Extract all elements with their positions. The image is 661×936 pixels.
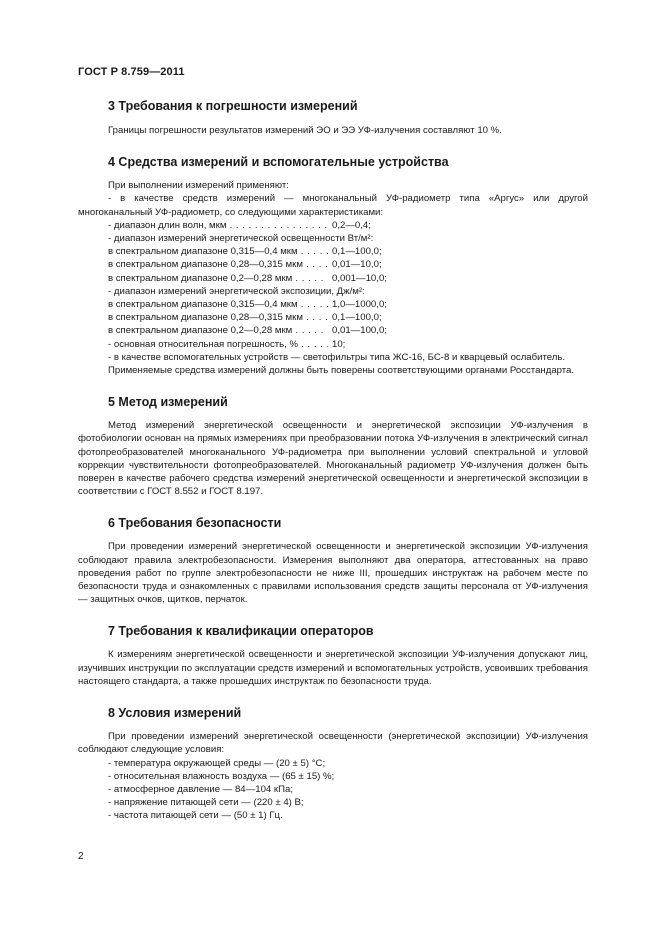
section-4-item-1: - в качестве средств измерений — многоканальный УФ-радиометр типа «Аргус» или другой многоканальный УФ-радиометр, со следующими характеристиками: bbox=[78, 193, 588, 218]
section-4 bbox=[78, 154, 588, 377]
condition-item: - атмосферное давление — 84—104 кПа; bbox=[108, 783, 293, 795]
condition-item: - частота питающей сети — (50 ± 1) Гц. bbox=[108, 810, 283, 822]
spec-label: в спектральном диапазоне 0,315—0,4 мкм . . . bbox=[108, 245, 328, 258]
section-4-intro: При выполнении измерений применяют: bbox=[108, 180, 289, 192]
section-5-text: Метод измерений энергетической освещенности и энергетической экспозиции УФ-излучения в фотобиологии основан на прямых измерениях при преобразовании потока УФ-излучения в электрический сигнал фотопреобразователей многоканального УФ-радиометра при выполнении условий спектральной и угловой коррекции чувствительности фотопреобразователей. Многоканальный радиометр УФ-излучения должен быть поверен в качестве рабочего средства измерений энергетической освещенности и энергетической экспозиции в соответствии с ГОСТ 8.552 и ГОСТ 8.197. bbox=[78, 420, 588, 498]
section-4-closing: Применяемые средства измерений должны быть поверены соответствующими органами Росстандарта. bbox=[108, 365, 575, 377]
spec-label: в спектральном диапазоне 0,28—0,315 мкм . . . bbox=[108, 258, 328, 271]
condition-item: - относительная влажность воздуха — (65 ± 15) %; bbox=[108, 770, 335, 782]
spec-value: 10; bbox=[332, 338, 346, 350]
condition-item: - температура окружающей среды — (20 ± 5) °С; bbox=[108, 757, 326, 769]
spec-value: 0,01—10,0; bbox=[332, 259, 382, 271]
spec-row bbox=[78, 285, 588, 298]
section-7 bbox=[78, 623, 588, 688]
spec-value: 0,2—0,4; bbox=[332, 219, 371, 231]
section-7-title: 7 Требования к квалификации операторов bbox=[108, 624, 374, 639]
spec-row bbox=[78, 324, 588, 337]
spec-label: в спектральном диапазоне 0,2—0,28 мкм . . . bbox=[108, 272, 328, 285]
spec-label: - диапазон измерений энергетической экспозиции, Дж/м²: bbox=[108, 285, 365, 297]
spec-row bbox=[78, 258, 588, 271]
spec-row bbox=[78, 245, 588, 258]
spec-value: 1,0—1000,0; bbox=[332, 299, 387, 311]
spec-label: в спектральном диапазоне 0,28—0,315 мкм . . . bbox=[108, 311, 328, 324]
section-5 bbox=[78, 394, 588, 498]
spec-row bbox=[78, 338, 588, 351]
standard-header: ГОСТ Р 8.759—2011 bbox=[78, 66, 185, 78]
spec-value: 0,001—10,0; bbox=[332, 272, 387, 284]
spec-list bbox=[78, 219, 588, 351]
section-7-text: К измерениям энергетической освещенности и энергетической экспозиции УФ-излучения допускают лиц, изучивших инструкции по эксплуатации средств измерений и вспомогательных устройств, усвоивших требования настоящего стандарта, а также прошедших инструктаж по безопасности труда. bbox=[78, 649, 588, 687]
spec-row bbox=[78, 272, 588, 285]
spec-row bbox=[78, 219, 588, 232]
document-body bbox=[78, 96, 588, 823]
section-6-title: 6 Требования безопасности bbox=[108, 516, 282, 531]
spec-value: 0,01—100,0; bbox=[332, 325, 387, 337]
spec-row bbox=[78, 298, 588, 311]
spec-label: - основная относительная погрешность, % . . . bbox=[108, 338, 328, 351]
section-8 bbox=[78, 705, 588, 822]
spec-row bbox=[78, 311, 588, 324]
page-number: 2 bbox=[78, 851, 84, 862]
condition-item: - напряжение питающей сети — (220 ± 4) В; bbox=[108, 797, 304, 809]
section-8-title: 8 Условия измерений bbox=[108, 706, 242, 721]
spec-value: 0,1—100,0; bbox=[332, 246, 382, 258]
spec-row bbox=[78, 232, 588, 245]
section-6 bbox=[78, 515, 588, 606]
section-3-text: Границы погрешности результатов измерений ЭО и ЭЭ УФ-излучения составляют 10 %. bbox=[108, 125, 502, 136]
spec-label: - диапазон измерений энергетической освещенности Вт/м²: bbox=[108, 233, 374, 245]
section-4-item-2: - в качестве вспомогательных устройств — светофильтры типа ЖС-16, БС-8 и кварцевый ослабитель. bbox=[108, 351, 566, 363]
section-8-intro: При проведении измерений энергетической освещенности (энергетической экспозиции) УФ-излучения соблюдают следующие условия: bbox=[78, 731, 588, 756]
section-3-title: 3 Требования к погрешности измерений bbox=[108, 99, 358, 113]
section-3 bbox=[78, 98, 588, 137]
section-6-text: При проведении измерений энергетической освещенности и энергетической экспозиции УФ-излучения соблюдают правила электробезопасности. Измерения выполняют два оператора, аттестованных на право проведения работ по группе электробезопасности не ниже III, прошедших инструктаж на рабочем месте по безопасности труда и ознакомленных с правилами использования средств защиты персонала от УФ-излучения — защитных очков, щитков, перчаток. bbox=[78, 541, 588, 606]
spec-label: - диапазон длин волн, мкм . . . bbox=[108, 219, 328, 232]
spec-value: 0,1—100,0; bbox=[332, 312, 382, 324]
spec-label: в спектральном диапазоне 0,2—0,28 мкм . . . bbox=[108, 324, 328, 337]
spec-label: в спектральном диапазоне 0,315—0,4 мкм . . . bbox=[108, 298, 328, 311]
section-5-title: 5 Метод измерений bbox=[108, 395, 228, 410]
section-4-title: 4 Средства измерений и вспомогательные устройства bbox=[108, 155, 449, 170]
